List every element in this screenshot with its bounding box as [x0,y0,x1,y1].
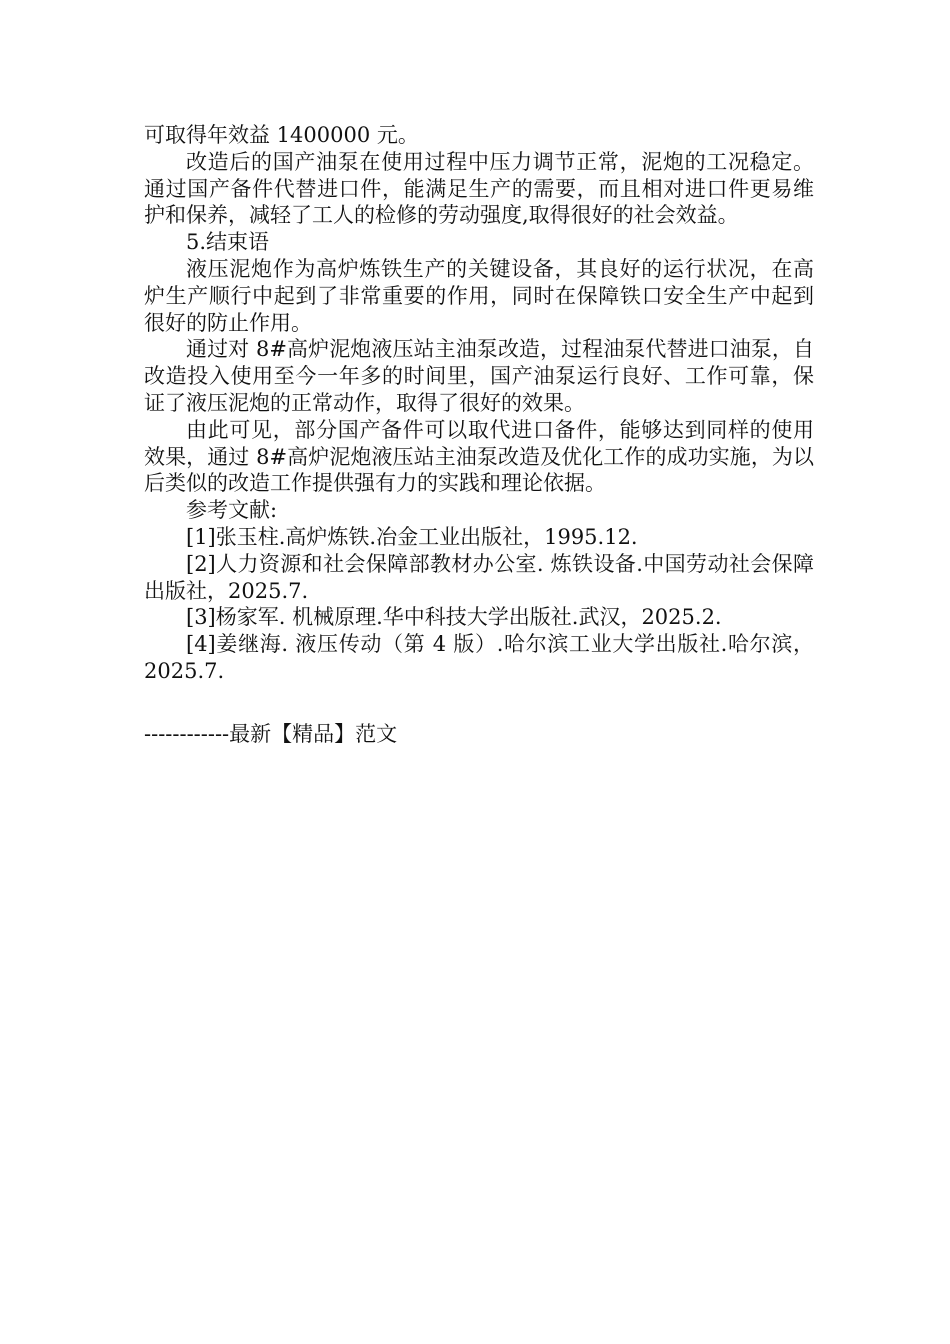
paragraph-benefit-continuation: 可取得年效益 1400000 元。 [144,123,419,147]
paragraph-conclusion-retrofit: 通过对 8#高炉泥炮液压站主油泵改造，过程油泵代替进口油泵，自改造投入使用至今一年多的时间里，国产油泵运行良好、工作可靠，保证了液压泥炮的正常动作，取得了很好的效果。 [144,337,814,415]
references-heading: 参考文献: [186,498,278,523]
reference-item-2: [2]人力资源和社会保障部教材办公室. 炼铁设备.中国劳动社会保障出版社，2025.7. [144,551,814,603]
reference-item-4: [4]姜继海. 液压传动（第 4 版）.哈尔滨工业大学出版社.哈尔滨，2025.7. [144,632,814,683]
paragraph-conclusion-importance: 液压泥炮作为高炉炼铁生产的关键设备，其良好的运行状况，在高炉生产顺行中起到了非常重要的作用，同时在保障铁口安全生产中起到很好的防止作用。 [144,256,814,335]
document-body [144,122,814,685]
paragraph-conclusion-summary: 由此可见，部分国产备件可以取代进口备件，能够达到同样的使用效果，通过 8#高炉泥炮液压站主油泵改造及优化工作的成功实施，为以后类似的改造工作提供强有力的实践和理论依据。 [144,417,814,496]
paragraph-domestic-pump-results: 改造后的国产油泵在使用过程中压力调节正常，泥炮的工况稳定。通过国产备件代替进口件，能满足生产的需要，而且相对进口件更易维护和保养，减轻了工人的检修的劳动强度,取得很好的社会效益。 [144,149,814,228]
reference-item-3: [3]杨家军. 机械原理.华中科技大学出版社.武汉，2025.2. [186,605,722,630]
footer-tagline: ------------最新【精品】范文 [144,722,398,746]
section-heading-conclusion: 5.结束语 [186,230,270,255]
reference-item-1: [1]张玉柱.高炉炼铁.冶金工业出版社，1995.12. [186,524,638,549]
